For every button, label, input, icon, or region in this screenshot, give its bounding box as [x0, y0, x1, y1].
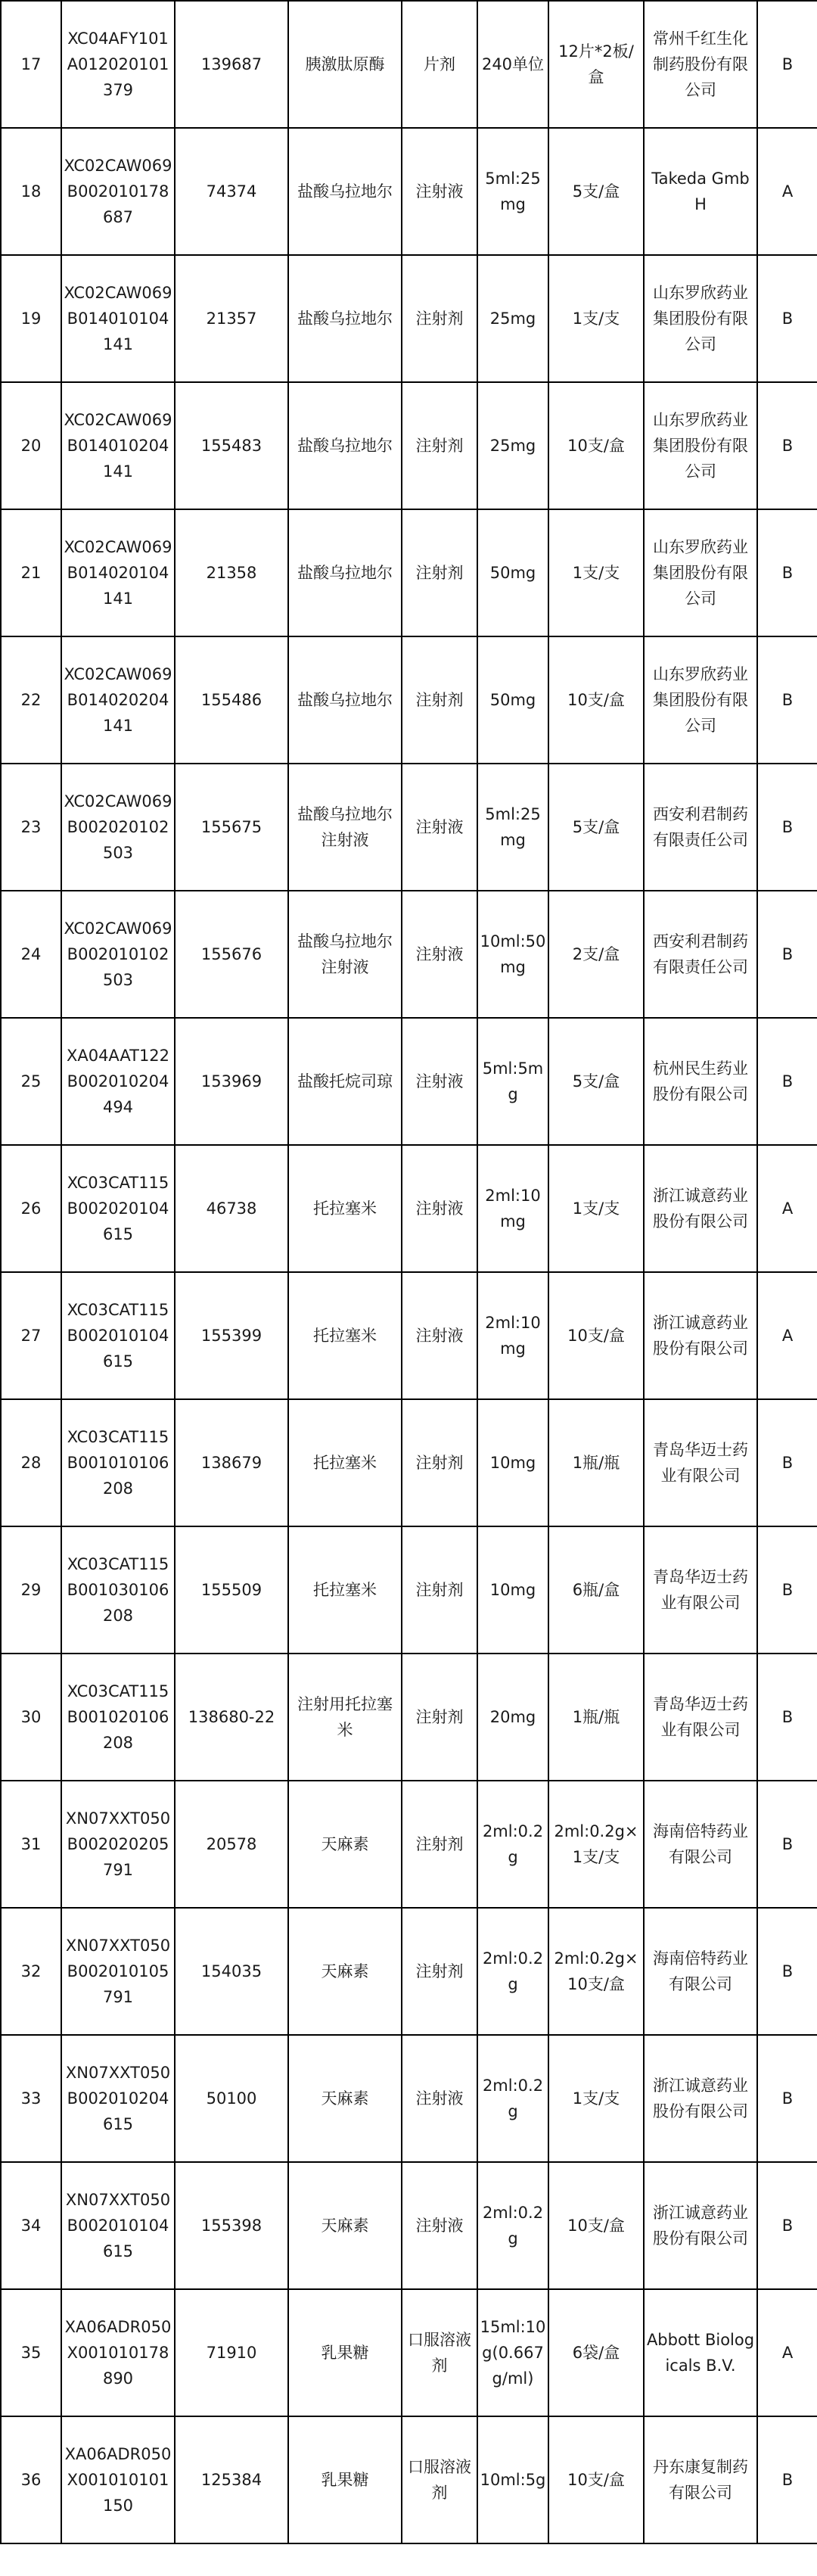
- packaging-cell: 1支/支: [548, 255, 644, 382]
- table-row: [1, 1145, 817, 1272]
- grade-cell: B: [757, 636, 817, 764]
- drug-id-cell: 74374: [175, 128, 288, 255]
- drug-code-cell: XA06ADR050X001010101150: [61, 2416, 175, 2543]
- grade-cell: B: [757, 1908, 817, 2035]
- specification-cell: 2ml:0.2g: [477, 1781, 548, 1908]
- table-row: [1, 764, 817, 891]
- dosage-form-cell: 注射液: [402, 2035, 477, 2162]
- drug-id-cell: 155676: [175, 891, 288, 1018]
- drug-id-cell: 21357: [175, 255, 288, 382]
- drug-code-cell: XA04AAT122B002010204494: [61, 1018, 175, 1145]
- drug-name-cell: 盐酸乌拉地尔: [288, 255, 402, 382]
- manufacturer-cell: 青岛华迈士药业有限公司: [644, 1399, 757, 1526]
- dosage-form-cell: 口服溶液剂: [402, 2416, 477, 2543]
- row-number-cell: 32: [1, 1908, 61, 2035]
- drug-id-cell: 71910: [175, 2289, 288, 2416]
- packaging-cell: 1瓶/瓶: [548, 1654, 644, 1781]
- drug-code-cell: XC02CAW069B002010102503: [61, 891, 175, 1018]
- drug-code-cell: XC02CAW069B002010178687: [61, 128, 175, 255]
- row-number-cell: 27: [1, 1272, 61, 1399]
- row-number-cell: 28: [1, 1399, 61, 1526]
- table-row: [1, 2289, 817, 2416]
- drug-id-cell: 50100: [175, 2035, 288, 2162]
- table-row: [1, 2416, 817, 2543]
- manufacturer-cell: 常州千红生化制药股份有限公司: [644, 1, 757, 128]
- table-row: [1, 891, 817, 1018]
- row-number-cell: 20: [1, 382, 61, 509]
- grade-cell: B: [757, 1018, 817, 1145]
- drug-name-cell: 盐酸乌拉地尔: [288, 128, 402, 255]
- specification-cell: 25mg: [477, 255, 548, 382]
- packaging-cell: 1支/支: [548, 1145, 644, 1272]
- dosage-form-cell: 注射液: [402, 2162, 477, 2289]
- table-row: [1, 1018, 817, 1145]
- drug-id-cell: 20578: [175, 1781, 288, 1908]
- drug-id-cell: 138680-22: [175, 1654, 288, 1781]
- drug-code-cell: XN07XXT050B002010204615: [61, 2035, 175, 2162]
- table-row: [1, 2162, 817, 2289]
- dosage-form-cell: 注射剂: [402, 1908, 477, 2035]
- specification-cell: 2ml:0.2g: [477, 2162, 548, 2289]
- table-row: [1, 1272, 817, 1399]
- packaging-cell: 10支/盒: [548, 636, 644, 764]
- drug-name-cell: 盐酸乌拉地尔注射液: [288, 891, 402, 1018]
- drug-name-cell: 托拉塞米: [288, 1272, 402, 1399]
- drug-name-cell: 注射用托拉塞米: [288, 1654, 402, 1781]
- drug-name-cell: 托拉塞米: [288, 1526, 402, 1654]
- drug-name-cell: 乳果糖: [288, 2416, 402, 2543]
- row-number-cell: 22: [1, 636, 61, 764]
- specification-cell: 25mg: [477, 382, 548, 509]
- manufacturer-cell: 青岛华迈士药业有限公司: [644, 1526, 757, 1654]
- row-number-cell: 18: [1, 128, 61, 255]
- manufacturer-cell: 西安利君制药有限责任公司: [644, 764, 757, 891]
- drug-id-cell: 155509: [175, 1526, 288, 1654]
- manufacturer-cell: 青岛华迈士药业有限公司: [644, 1654, 757, 1781]
- dosage-form-cell: 注射液: [402, 128, 477, 255]
- dosage-form-cell: 注射剂: [402, 1399, 477, 1526]
- specification-cell: 2ml:10mg: [477, 1145, 548, 1272]
- drug-code-cell: XC02CAW069B014020204141: [61, 636, 175, 764]
- manufacturer-cell: 丹东康复制药有限公司: [644, 2416, 757, 2543]
- manufacturer-cell: 浙江诚意药业股份有限公司: [644, 2035, 757, 2162]
- drug-id-cell: 155486: [175, 636, 288, 764]
- drug-name-cell: 托拉塞米: [288, 1399, 402, 1526]
- specification-cell: 5ml:5mg: [477, 1018, 548, 1145]
- drug-id-cell: 125384: [175, 2416, 288, 2543]
- row-number-cell: 36: [1, 2416, 61, 2543]
- drug-name-cell: 托拉塞米: [288, 1145, 402, 1272]
- dosage-form-cell: 注射液: [402, 764, 477, 891]
- dosage-form-cell: 注射液: [402, 891, 477, 1018]
- grade-cell: A: [757, 2289, 817, 2416]
- row-number-cell: 25: [1, 1018, 61, 1145]
- drug-id-cell: 155675: [175, 764, 288, 891]
- drug-id-cell: 155398: [175, 2162, 288, 2289]
- row-number-cell: 26: [1, 1145, 61, 1272]
- manufacturer-cell: 山东罗欣药业集团股份有限公司: [644, 509, 757, 636]
- drug-code-cell: XA06ADR050X001010178890: [61, 2289, 175, 2416]
- grade-cell: B: [757, 891, 817, 1018]
- drug-id-cell: 153969: [175, 1018, 288, 1145]
- drug-code-cell: XC04AFY101A012020101379: [61, 1, 175, 128]
- drug-id-cell: 46738: [175, 1145, 288, 1272]
- grade-cell: A: [757, 128, 817, 255]
- table-row: [1, 1, 817, 128]
- drug-code-cell: XN07XXT050B002010104615: [61, 2162, 175, 2289]
- table-row: [1, 1399, 817, 1526]
- drug-code-cell: XC03CAT115B001010106208: [61, 1399, 175, 1526]
- table-row: [1, 1526, 817, 1654]
- table-row: [1, 382, 817, 509]
- manufacturer-cell: 山东罗欣药业集团股份有限公司: [644, 255, 757, 382]
- drug-name-cell: 天麻素: [288, 2162, 402, 2289]
- drug-id-cell: 138679: [175, 1399, 288, 1526]
- grade-cell: B: [757, 1654, 817, 1781]
- grade-cell: B: [757, 1526, 817, 1654]
- packaging-cell: 10支/盒: [548, 382, 644, 509]
- packaging-cell: 2支/盒: [548, 891, 644, 1018]
- drug-name-cell: 胰激肽原酶: [288, 1, 402, 128]
- drug-name-cell: 天麻素: [288, 1908, 402, 2035]
- specification-cell: 20mg: [477, 1654, 548, 1781]
- dosage-form-cell: 注射液: [402, 1272, 477, 1399]
- drug-name-cell: 盐酸乌拉地尔: [288, 509, 402, 636]
- dosage-form-cell: 注射液: [402, 1145, 477, 1272]
- table-row: [1, 636, 817, 764]
- packaging-cell: 1支/支: [548, 509, 644, 636]
- manufacturer-cell: 海南倍特药业有限公司: [644, 1908, 757, 2035]
- packaging-cell: 10支/盒: [548, 2162, 644, 2289]
- manufacturer-cell: 浙江诚意药业股份有限公司: [644, 1272, 757, 1399]
- manufacturer-cell: 浙江诚意药业股份有限公司: [644, 1145, 757, 1272]
- drug-name-cell: 天麻素: [288, 2035, 402, 2162]
- specification-cell: 10ml:50mg: [477, 891, 548, 1018]
- packaging-cell: 6袋/盒: [548, 2289, 644, 2416]
- grade-cell: B: [757, 2035, 817, 2162]
- drug-code-cell: XC03CAT115B001020106208: [61, 1654, 175, 1781]
- grade-cell: B: [757, 2162, 817, 2289]
- specification-cell: 15ml:10g(0.667g/ml): [477, 2289, 548, 2416]
- drug-code-cell: XC02CAW069B002020102503: [61, 764, 175, 891]
- row-number-cell: 35: [1, 2289, 61, 2416]
- table-row: [1, 128, 817, 255]
- packaging-cell: 1支/支: [548, 2035, 644, 2162]
- drug-id-cell: 154035: [175, 1908, 288, 2035]
- row-number-cell: 30: [1, 1654, 61, 1781]
- drug-id-cell: 21358: [175, 509, 288, 636]
- manufacturer-cell: 山东罗欣药业集团股份有限公司: [644, 636, 757, 764]
- packaging-cell: 12片*2板/盒: [548, 1, 644, 128]
- specification-cell: 5ml:25mg: [477, 764, 548, 891]
- table-body: [1, 1, 817, 2543]
- packaging-cell: 1瓶/瓶: [548, 1399, 644, 1526]
- specification-cell: 50mg: [477, 509, 548, 636]
- grade-cell: B: [757, 1781, 817, 1908]
- specification-cell: 5ml:25mg: [477, 128, 548, 255]
- packaging-cell: 5支/盒: [548, 1018, 644, 1145]
- row-number-cell: 24: [1, 891, 61, 1018]
- drug-name-cell: 天麻素: [288, 1781, 402, 1908]
- dosage-form-cell: 注射剂: [402, 1526, 477, 1654]
- packaging-cell: 5支/盒: [548, 128, 644, 255]
- dosage-form-cell: 注射剂: [402, 255, 477, 382]
- grade-cell: B: [757, 509, 817, 636]
- specification-cell: 2ml:0.2g: [477, 1908, 548, 2035]
- drug-name-cell: 盐酸乌拉地尔注射液: [288, 764, 402, 891]
- drug-code-cell: XC02CAW069B014010104141: [61, 255, 175, 382]
- manufacturer-cell: 海南倍特药业有限公司: [644, 1781, 757, 1908]
- packaging-cell: 6瓶/盒: [548, 1526, 644, 1654]
- drug-id-cell: 155483: [175, 382, 288, 509]
- drug-code-cell: XN07XXT050B002010105791: [61, 1908, 175, 2035]
- dosage-form-cell: 注射剂: [402, 509, 477, 636]
- table-row: [1, 1654, 817, 1781]
- row-number-cell: 34: [1, 2162, 61, 2289]
- row-number-cell: 33: [1, 2035, 61, 2162]
- drug-code-cell: XC03CAT115B002020104615: [61, 1145, 175, 1272]
- dosage-form-cell: 注射剂: [402, 382, 477, 509]
- dosage-form-cell: 注射剂: [402, 1781, 477, 1908]
- grade-cell: B: [757, 1399, 817, 1526]
- row-number-cell: 21: [1, 509, 61, 636]
- drug-code-cell: XN07XXT050B002020205791: [61, 1781, 175, 1908]
- dosage-form-cell: 注射剂: [402, 636, 477, 764]
- specification-cell: 10mg: [477, 1526, 548, 1654]
- packaging-cell: 5支/盒: [548, 764, 644, 891]
- table-row: [1, 255, 817, 382]
- grade-cell: B: [757, 382, 817, 509]
- row-number-cell: 19: [1, 255, 61, 382]
- table-row: [1, 2035, 817, 2162]
- manufacturer-cell: 西安利君制药有限责任公司: [644, 891, 757, 1018]
- grade-cell: B: [757, 255, 817, 382]
- manufacturer-cell: 浙江诚意药业股份有限公司: [644, 2162, 757, 2289]
- grade-cell: A: [757, 1272, 817, 1399]
- grade-cell: B: [757, 1, 817, 128]
- packaging-cell: 2ml:0.2g×10支/盒: [548, 1908, 644, 2035]
- specification-cell: 50mg: [477, 636, 548, 764]
- specification-cell: 10mg: [477, 1399, 548, 1526]
- manufacturer-cell: Takeda GmbH: [644, 128, 757, 255]
- row-number-cell: 23: [1, 764, 61, 891]
- drug-code-cell: XC03CAT115B002010104615: [61, 1272, 175, 1399]
- drug-name-cell: 盐酸托烷司琼: [288, 1018, 402, 1145]
- drug-name-cell: 盐酸乌拉地尔: [288, 636, 402, 764]
- drug-code-cell: XC02CAW069B014020104141: [61, 509, 175, 636]
- table-row: [1, 509, 817, 636]
- drug-id-cell: 155399: [175, 1272, 288, 1399]
- row-number-cell: 31: [1, 1781, 61, 1908]
- table-row: [1, 1781, 817, 1908]
- drug-code-cell: XC03CAT115B001030106208: [61, 1526, 175, 1654]
- row-number-cell: 29: [1, 1526, 61, 1654]
- manufacturer-cell: 山东罗欣药业集团股份有限公司: [644, 382, 757, 509]
- drug-id-cell: 139687: [175, 1, 288, 128]
- drug-name-cell: 盐酸乌拉地尔: [288, 382, 402, 509]
- manufacturer-cell: 杭州民生药业股份有限公司: [644, 1018, 757, 1145]
- dosage-form-cell: 注射液: [402, 1018, 477, 1145]
- grade-cell: B: [757, 2416, 817, 2543]
- specification-cell: 240单位: [477, 1, 548, 128]
- specification-cell: 2ml:0.2g: [477, 2035, 548, 2162]
- manufacturer-cell: Abbott Biologicals B.V.: [644, 2289, 757, 2416]
- packaging-cell: 10支/盒: [548, 1272, 644, 1399]
- specification-cell: 2ml:10mg: [477, 1272, 548, 1399]
- packaging-cell: 2ml:0.2g×1支/支: [548, 1781, 644, 1908]
- specification-cell: 10ml:5g: [477, 2416, 548, 2543]
- table-row: [1, 1908, 817, 2035]
- dosage-form-cell: 注射剂: [402, 1654, 477, 1781]
- dosage-form-cell: 片剂: [402, 1, 477, 128]
- grade-cell: A: [757, 1145, 817, 1272]
- drug-name-cell: 乳果糖: [288, 2289, 402, 2416]
- row-number-cell: 17: [1, 1, 61, 128]
- dosage-form-cell: 口服溶液剂: [402, 2289, 477, 2416]
- grade-cell: B: [757, 764, 817, 891]
- drug-code-cell: XC02CAW069B014010204141: [61, 382, 175, 509]
- packaging-cell: 10支/盒: [548, 2416, 644, 2543]
